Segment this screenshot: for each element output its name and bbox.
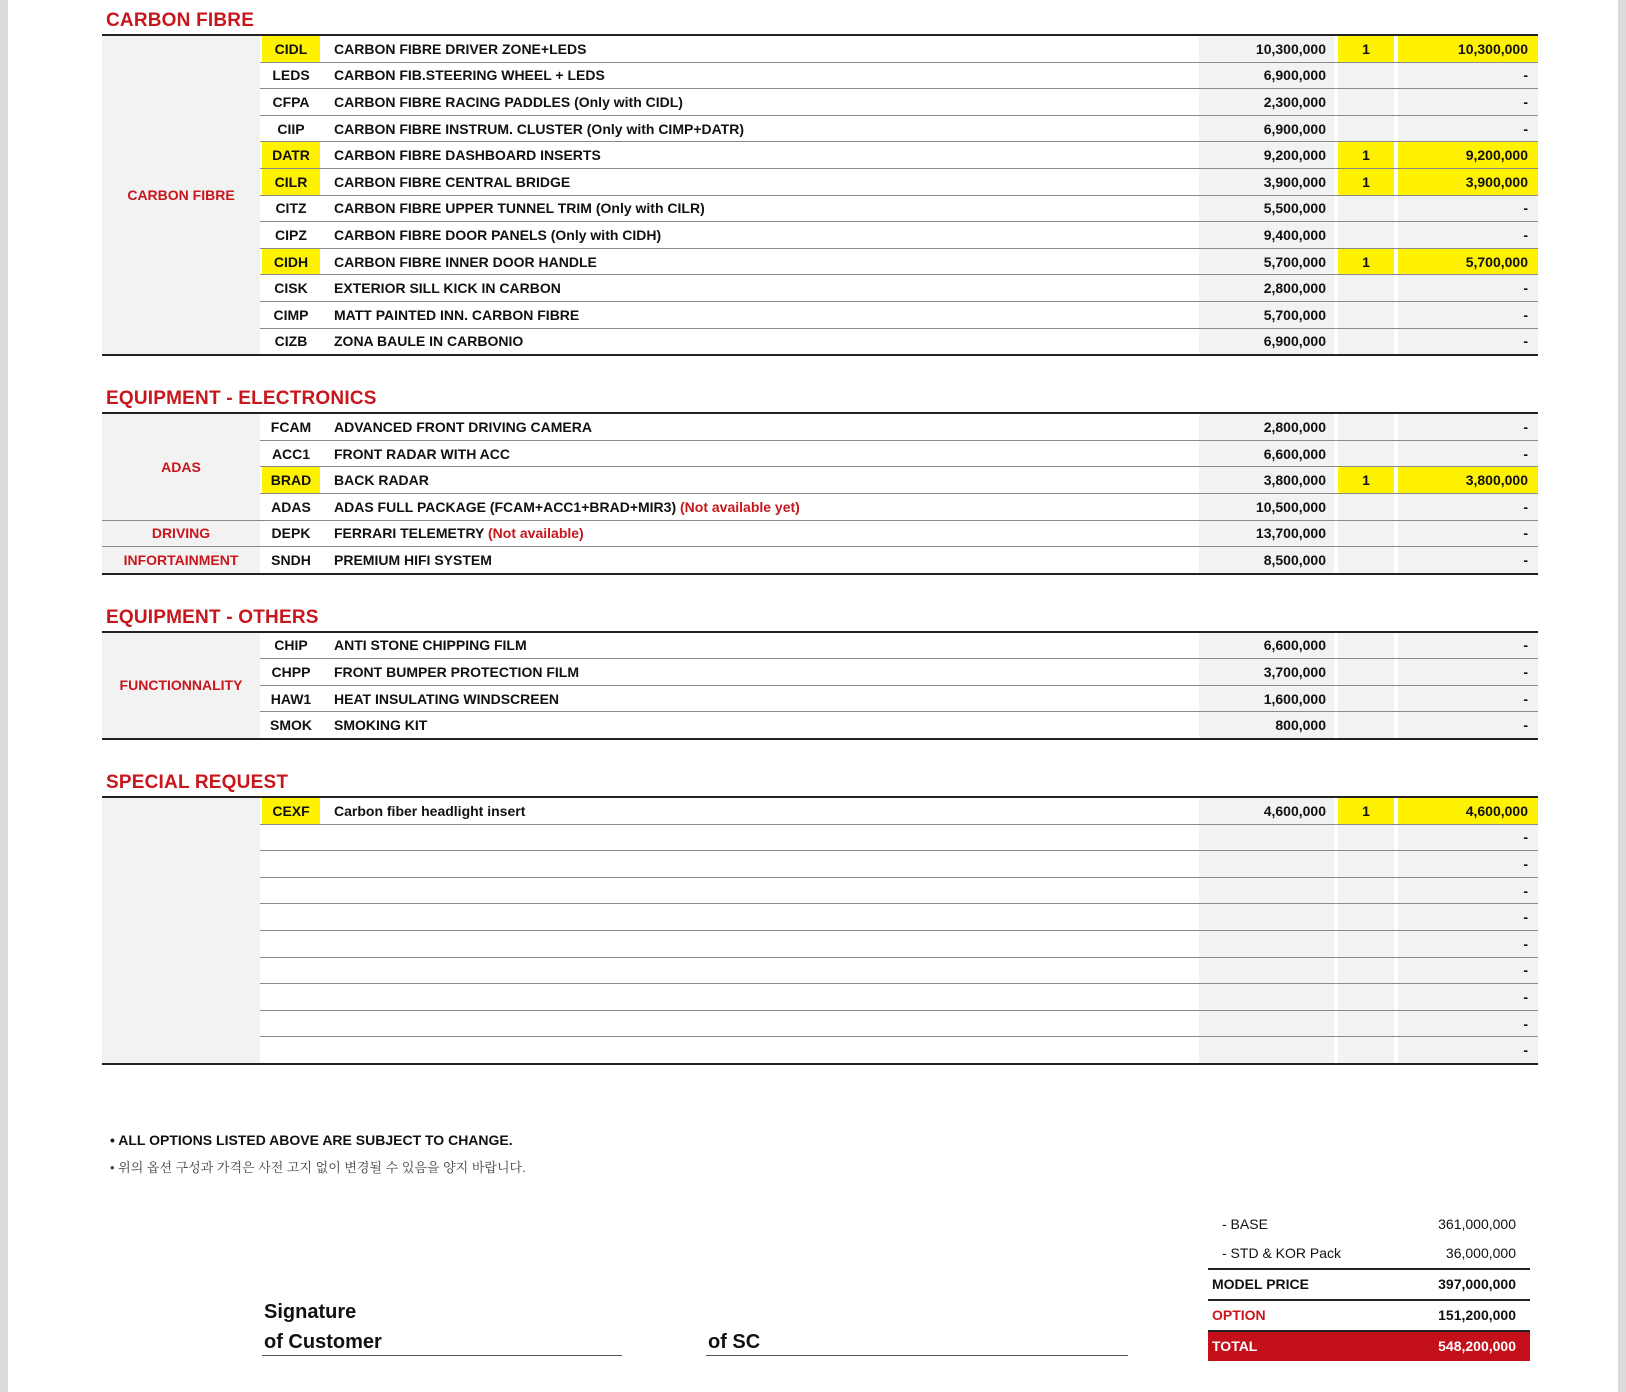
table-row [102, 685, 1538, 712]
option-quantity [1338, 931, 1394, 958]
option-code: LEDS [262, 62, 320, 89]
availability-note: (Not available yet) [680, 498, 800, 515]
option-description [332, 301, 1199, 328]
sc-signature-label [708, 1327, 760, 1357]
option-quantity [1338, 984, 1394, 1011]
option-quantity: 1 [1338, 797, 1394, 824]
option-price: 3,800,000 [1199, 467, 1334, 494]
cell-gap [320, 824, 332, 851]
description-text: CARBON FIBRE INNER DOOR HANDLE [334, 253, 597, 270]
description-text: ADVANCED FRONT DRIVING CAMERA [334, 418, 592, 435]
option-amount: 9,200,000 [1398, 142, 1538, 169]
cell-gap [320, 851, 332, 878]
option-amount: - [1398, 222, 1538, 249]
option-description [332, 115, 1199, 142]
options-table [102, 34, 1538, 356]
option-code: DEPK [262, 520, 320, 547]
option-description [332, 659, 1199, 686]
option-price: 1,600,000 [1199, 685, 1334, 712]
category-label: DRIVING [102, 520, 260, 547]
sc-signature-line[interactable] [706, 1355, 1128, 1356]
description-text: CARBON FIB.STEERING WHEEL + LEDS [334, 67, 605, 84]
description-text: ADAS FULL PACKAGE (FCAM+ACC1+BRAD+MIR3) [334, 498, 677, 515]
table-row [102, 62, 1538, 89]
option-price: 9,400,000 [1199, 222, 1334, 249]
description-text: CARBON FIBRE RACING PADDLES (Only with CIDL) [334, 93, 683, 110]
table-row [102, 195, 1538, 222]
option-amount: - [1398, 493, 1538, 520]
option-amount: 3,800,000 [1398, 467, 1538, 494]
table-row [102, 632, 1538, 659]
cell-gap [320, 142, 332, 169]
option-amount: - [1398, 275, 1538, 302]
option-code: CIDL [262, 35, 320, 62]
option-amount: - [1398, 520, 1538, 547]
table-row [102, 797, 1538, 824]
option-quantity [1338, 904, 1394, 931]
option-description [332, 904, 1199, 931]
table-row [102, 168, 1538, 195]
option-description [332, 195, 1199, 222]
option-description [332, 1037, 1199, 1064]
option-description [332, 712, 1199, 739]
option-price: 3,700,000 [1199, 659, 1334, 686]
option-amount: - [1398, 957, 1538, 984]
option-code: CIIP [262, 115, 320, 142]
option-quantity [1338, 1010, 1394, 1037]
cell-gap [320, 632, 332, 659]
total-label: TOTAL [1212, 1338, 1258, 1354]
option-quantity [1338, 222, 1394, 249]
option-code: CHIP [262, 632, 320, 659]
cell-gap [320, 547, 332, 574]
availability-note: (Not available) [488, 525, 584, 542]
option-price: 4,600,000 [1199, 797, 1334, 824]
option-code [262, 851, 320, 878]
option-description [332, 168, 1199, 195]
document-page [8, 0, 1618, 1392]
section-spacer [102, 1065, 1532, 1087]
option-price [1199, 1010, 1334, 1037]
option-quantity [1338, 89, 1394, 116]
option-description [332, 89, 1199, 116]
option-description [332, 632, 1199, 659]
option-price: 5,500,000 [1199, 195, 1334, 222]
option-quantity [1338, 632, 1394, 659]
category-label: CARBON FIBRE [102, 35, 260, 355]
category-label: FUNCTIONNALITY [102, 632, 260, 739]
table-row [102, 142, 1538, 169]
option-amount: - [1398, 824, 1538, 851]
total-value: 548,200,000 [1438, 1338, 1516, 1354]
option-description [332, 984, 1199, 1011]
option-quantity: 1 [1338, 168, 1394, 195]
option-quantity [1338, 877, 1394, 904]
option-code [262, 1037, 320, 1064]
cell-gap [320, 520, 332, 547]
option-price [1199, 824, 1334, 851]
option-amount: - [1398, 195, 1538, 222]
option-amount: 3,900,000 [1398, 168, 1538, 195]
table-row [102, 440, 1538, 467]
cell-gap [320, 1037, 332, 1064]
option-code: FCAM [262, 413, 320, 440]
section-1 [102, 378, 1532, 597]
option-description [332, 685, 1199, 712]
description-text: CARBON FIBRE UPPER TUNNEL TRIM (Only with CILR) [334, 200, 705, 217]
option-description [332, 142, 1199, 169]
cell-gap [320, 931, 332, 958]
option-description [332, 931, 1199, 958]
options-table [102, 631, 1538, 740]
description-text: SMOKING KIT [334, 717, 428, 734]
option-code: CILR [262, 168, 320, 195]
option-amount: - [1398, 931, 1538, 958]
option-price: 6,900,000 [1199, 62, 1334, 89]
cell-gap [320, 957, 332, 984]
cell-gap [320, 168, 332, 195]
cell-gap [320, 195, 332, 222]
option-quantity [1338, 301, 1394, 328]
option-quantity [1338, 115, 1394, 142]
option-quantity [1338, 685, 1394, 712]
model-price-label: MODEL PRICE [1212, 1276, 1309, 1292]
cell-gap [320, 440, 332, 467]
option-code [262, 904, 320, 931]
option-amount: - [1398, 685, 1538, 712]
option-price [1199, 904, 1334, 931]
table-row [102, 931, 1538, 958]
option-quantity: 1 [1338, 248, 1394, 275]
description-text: MATT PAINTED INN. CARBON FIBRE [334, 306, 580, 323]
option-quantity [1338, 275, 1394, 302]
table-row [102, 222, 1538, 249]
option-code: CIDH [262, 248, 320, 275]
option-code: CIMP [262, 301, 320, 328]
option-amount: - [1398, 984, 1538, 1011]
option-code: DATR [262, 142, 320, 169]
option-price: 6,600,000 [1199, 632, 1334, 659]
table-row [102, 824, 1538, 851]
option-amount: - [1398, 1010, 1538, 1037]
option-amount: - [1398, 89, 1538, 116]
table-row [102, 1010, 1538, 1037]
table-row [102, 493, 1538, 520]
customer-signature-label [264, 1297, 382, 1357]
table-row [102, 275, 1538, 302]
note-korean: • 위의 옵션 구성과 가격은 사전 고지 없이 변경될 수 있음을 양지 바랍니다. [110, 1160, 526, 1175]
category-label: INFORTAINMENT [102, 547, 260, 574]
cell-gap [320, 712, 332, 739]
option-quantity [1338, 957, 1394, 984]
option-price [1199, 851, 1334, 878]
option-code: CEXF [262, 797, 320, 824]
option-quantity [1338, 195, 1394, 222]
option-description [332, 413, 1199, 440]
cell-gap [320, 115, 332, 142]
option-code: SNDH [271, 551, 311, 568]
option-quantity [1338, 851, 1394, 878]
option-amount: - [1398, 632, 1538, 659]
customer-signature-line[interactable] [262, 1355, 622, 1356]
option-code [262, 984, 320, 1011]
summary-option-row [1208, 1299, 1530, 1330]
option-quantity [1338, 1037, 1394, 1064]
option-code: CFPA [262, 89, 320, 116]
cell-gap [320, 62, 332, 89]
option-amount: - [1398, 440, 1538, 467]
option-amount: - [1398, 328, 1538, 355]
option-code: CITZ [262, 195, 320, 222]
category-label [102, 797, 260, 1064]
description-text: PREMIUM HIFI SYSTEM [334, 551, 492, 568]
table-row [102, 877, 1538, 904]
section-3 [102, 762, 1532, 1087]
option-price [1199, 957, 1334, 984]
table-row [102, 957, 1538, 984]
section-title: CARBON FIBRE [106, 10, 255, 31]
table-row [102, 413, 1538, 440]
option-code [262, 931, 320, 958]
table-row [102, 301, 1538, 328]
section-spacer [102, 740, 1532, 762]
table-row [102, 248, 1538, 275]
section-spacer [102, 575, 1532, 597]
option-amount: - [1398, 712, 1538, 739]
option-code: ACC1 [262, 440, 320, 467]
option-quantity: 1 [1338, 35, 1394, 62]
option-price: 800,000 [1199, 712, 1334, 739]
section-title: SPECIAL REQUEST [106, 772, 289, 794]
option-price: 6,600,000 [1199, 440, 1334, 467]
note-change: • ALL OPTIONS LISTED ABOVE ARE SUBJECT TO CHANGE. [110, 1132, 513, 1148]
sc-label-text: of SC [708, 1331, 761, 1353]
cell-gap [320, 877, 332, 904]
option-price: 6,900,000 [1199, 328, 1334, 355]
cell-gap [320, 1010, 332, 1037]
price-summary [1208, 1210, 1530, 1361]
description-text: CARBON FIBRE CENTRAL BRIDGE [334, 173, 571, 190]
option-price: 8,500,000 [1199, 547, 1334, 574]
cell-gap [320, 685, 332, 712]
option-description [332, 547, 1199, 574]
option-description [332, 877, 1199, 904]
section-2 [102, 597, 1532, 762]
summary-base-row [1208, 1210, 1530, 1239]
section-title: EQUIPMENT - OTHERS [106, 606, 319, 628]
option-code: CIPZ [262, 222, 320, 249]
cell-gap [320, 984, 332, 1011]
summary-pack-row [1208, 1239, 1530, 1268]
description-text: FERRARI TELEMETRY [334, 525, 485, 542]
option-price: 5,700,000 [1199, 248, 1334, 275]
description-text: ZONA BAULE IN CARBONIO [334, 333, 524, 350]
option-code: HAW1 [262, 685, 320, 712]
base-value: 361,000,000 [1438, 1216, 1516, 1232]
option-code: BRAD [262, 467, 320, 494]
signature-label-line1: Signature [264, 1301, 357, 1323]
pack-value: 36,000,000 [1445, 1245, 1516, 1261]
option-amount: - [1398, 62, 1538, 89]
options-table [102, 412, 1538, 575]
option-description [332, 1010, 1199, 1037]
cell-gap [320, 89, 332, 116]
option-amount: 5,700,000 [1398, 248, 1538, 275]
option-description [332, 328, 1199, 355]
option-description [332, 797, 1199, 824]
option-value: 151,200,000 [1438, 1307, 1516, 1323]
option-price: 6,900,000 [1199, 115, 1334, 142]
option-price: 5,700,000 [1199, 301, 1334, 328]
option-price: 13,700,000 [1199, 520, 1334, 547]
options-content [102, 0, 1532, 1087]
option-price: 3,900,000 [1199, 168, 1334, 195]
notes [110, 1126, 526, 1182]
options-table [102, 796, 1538, 1065]
option-code: CISK [262, 275, 320, 302]
option-amount: - [1398, 659, 1538, 686]
option-amount: - [1398, 413, 1538, 440]
table-row [102, 89, 1538, 116]
table-row [102, 35, 1538, 62]
option-amount: - [1398, 547, 1538, 574]
description-text: EXTERIOR SILL KICK IN CARBON [334, 280, 561, 297]
option-quantity [1338, 493, 1394, 520]
section-spacer [102, 356, 1532, 378]
category-label: ADAS [102, 413, 260, 520]
table-row [102, 467, 1538, 494]
option-code: CHPP [262, 659, 320, 686]
section-title: EQUIPMENT - ELECTRONICS [106, 388, 377, 410]
option-amount: 10,300,000 [1398, 35, 1538, 62]
option-description [332, 493, 1199, 520]
option-description [332, 440, 1199, 467]
table-row [102, 659, 1538, 686]
option-quantity [1338, 440, 1394, 467]
option-amount: - [1398, 115, 1538, 142]
summary-model-row [1208, 1268, 1530, 1299]
option-price [1199, 984, 1334, 1011]
pack-label: - STD & KOR Pack [1222, 1245, 1342, 1261]
table-row [102, 328, 1538, 355]
option-quantity [1338, 62, 1394, 89]
option-code [262, 877, 320, 904]
option-quantity: 1 [1338, 467, 1394, 494]
description-text: BACK RADAR [334, 472, 429, 489]
option-price: 10,500,000 [1199, 493, 1334, 520]
option-quantity [1338, 328, 1394, 355]
option-quantity [1338, 547, 1394, 574]
cell-gap [320, 797, 332, 824]
table-row [102, 851, 1538, 878]
cell-gap [320, 301, 332, 328]
table-row [102, 712, 1538, 739]
cell-gap [320, 275, 332, 302]
description-text: CARBON FIBRE DRIVER ZONE+LEDS [334, 40, 587, 57]
section-0 [102, 0, 1532, 378]
option-description [332, 35, 1199, 62]
option-price: 2,300,000 [1199, 89, 1334, 116]
option-price: 2,800,000 [1199, 413, 1334, 440]
option-label: OPTION [1212, 1307, 1266, 1323]
option-description [332, 957, 1199, 984]
option-amount: - [1398, 851, 1538, 878]
option-code [262, 824, 320, 851]
option-price: 9,200,000 [1199, 142, 1334, 169]
option-description [332, 467, 1199, 494]
cell-gap [320, 328, 332, 355]
summary-total-row [1208, 1330, 1530, 1361]
option-price: 2,800,000 [1199, 275, 1334, 302]
option-quantity [1338, 824, 1394, 851]
option-quantity [1338, 520, 1394, 547]
option-code: CIZB [274, 333, 308, 350]
option-amount: - [1398, 877, 1538, 904]
option-description [332, 62, 1199, 89]
option-description [332, 520, 1199, 547]
option-description [332, 275, 1199, 302]
option-price [1199, 877, 1334, 904]
option-code [262, 1010, 320, 1037]
table-row [102, 1037, 1538, 1064]
cell-gap [320, 35, 332, 62]
option-amount: - [1398, 301, 1538, 328]
cell-gap [320, 413, 332, 440]
signature-label-line2: of Customer [264, 1331, 382, 1353]
description-text: CARBON FIBRE DASHBOARD INSERTS [334, 147, 601, 164]
description-text: FRONT RADAR WITH ACC [334, 445, 511, 462]
option-price: 10,300,000 [1199, 35, 1334, 62]
description-text: CARBON FIBRE DOOR PANELS (Only with CIDH) [334, 226, 662, 243]
model-price-value: 397,000,000 [1438, 1276, 1516, 1292]
option-price [1199, 931, 1334, 958]
option-description [332, 824, 1199, 851]
description-text: Carbon fiber headlight insert [334, 802, 526, 819]
option-amount: 4,600,000 [1398, 797, 1538, 824]
cell-gap [320, 248, 332, 275]
option-code: ADAS [262, 493, 320, 520]
table-row [102, 115, 1538, 142]
description-text: CARBON FIBRE INSTRUM. CLUSTER (Only with CIMP+DATR) [334, 120, 745, 137]
description-text: HEAT INSULATING WINDSCREEN [334, 690, 560, 707]
cell-gap [320, 493, 332, 520]
option-code [262, 957, 320, 984]
option-description [332, 222, 1199, 249]
table-row [102, 904, 1538, 931]
option-description [332, 248, 1199, 275]
cell-gap [320, 904, 332, 931]
cell-gap [320, 659, 332, 686]
option-description [332, 851, 1199, 878]
option-price [1199, 1037, 1334, 1064]
description-text: ANTI STONE CHIPPING FILM [334, 637, 527, 654]
cell-gap [320, 467, 332, 494]
table-row [102, 984, 1538, 1011]
option-code: SMOK [270, 717, 312, 734]
cell-gap [320, 222, 332, 249]
base-label: - BASE [1222, 1216, 1268, 1232]
table-row [102, 547, 1538, 574]
option-quantity [1338, 413, 1394, 440]
option-amount: - [1398, 904, 1538, 931]
option-quantity: 1 [1338, 142, 1394, 169]
option-quantity [1338, 712, 1394, 739]
option-amount: - [1398, 1037, 1538, 1064]
description-text: FRONT BUMPER PROTECTION FILM [334, 664, 579, 681]
table-row [102, 520, 1538, 547]
option-quantity [1338, 659, 1394, 686]
